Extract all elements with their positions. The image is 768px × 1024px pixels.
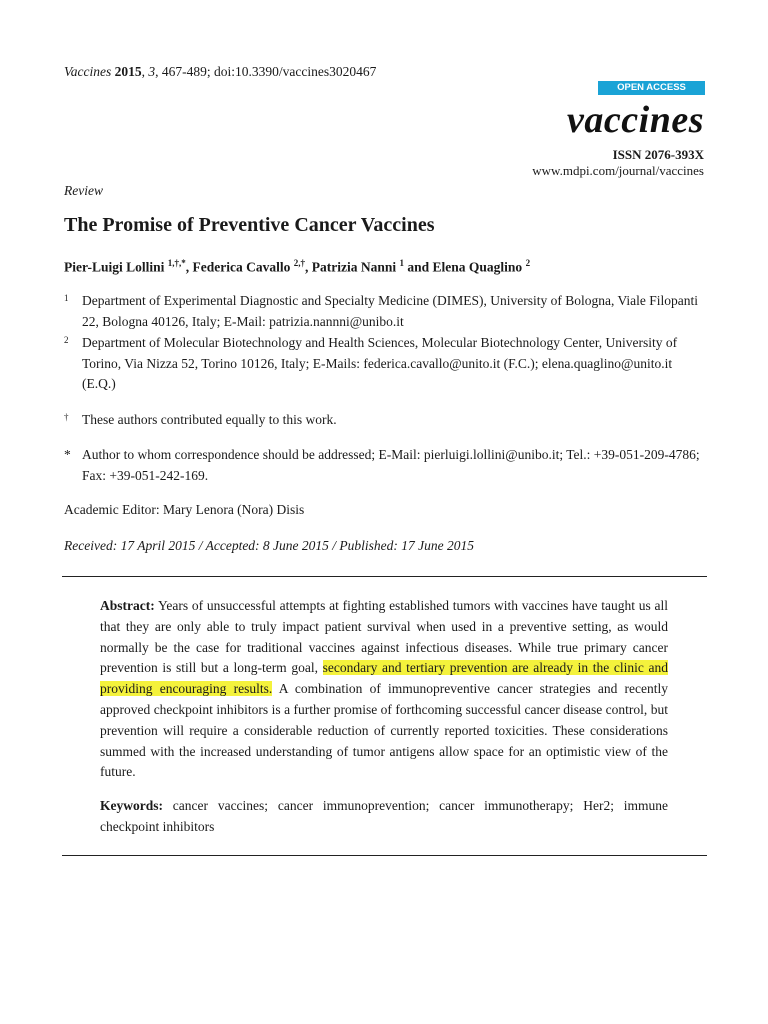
divider-bottom [62,855,707,856]
affiliation-mark: * [64,447,71,462]
issn: ISSN 2076-393X [612,147,704,162]
article-type: Review [64,183,103,198]
author-affiliation-marks: 2,† [293,258,305,268]
citation-doi: , 467-489; doi:10.3390/vaccines3020467 [155,64,377,79]
author-separator: and [404,259,433,275]
author-separator: , [305,259,312,275]
affiliation-text: Author to whom correspondence should be addressed; E-Mail: pierluigi.lollini@unibo.it; Tel.: +39-051-209-4786; Fax: +39-051-242-169. [82,447,700,483]
author-name: Patrizia Nanni [311,259,397,275]
author-list [64,258,530,276]
citation-line: Vaccines 2015, 3, 467-489; doi:10.3390/vaccines3020467 [64,64,377,79]
affiliation-2 [64,333,704,395]
academic-editor: Academic Editor: Mary Lenora (Nora) Disis [64,502,305,517]
affiliation-mark: 1 [64,293,69,303]
open-access-badge: OPEN ACCESS [598,81,705,95]
affiliation-1 [64,291,704,332]
affiliation-mark: † [64,412,69,422]
affiliation-text: Department of Experimental Diagnostic and Specialty Medicine (DIMES), University of Bologna, Viale Filopanti 22, Bologna 40126, Italy; E-Mail: patrizia.nannni@unibo.it [82,293,699,329]
abstract-highlight: secondary and tertiary prevention are already in the clinic and providing encouraging results. [100,660,668,697]
keywords [100,796,668,838]
abstract-label: Abstract: [100,598,155,613]
citation-journal: Vaccines [64,64,112,79]
divider-top [62,576,707,577]
abstract-text-continued: A combination of immunopreventive cancer strategies and recently approved checkpoint inhibitors is a further promise of forthcoming successful cancer disease control, but prevention will require a considerable reduction of currently reported toxicities. These considerations summed with the increased understanding of tumor antigens allow space for an optimistic view of the future. [100,681,668,780]
publication-dates: Received: 17 April 2015 / Accepted: 8 June 2015 / Published: 17 June 2015 [64,538,475,553]
equal-contribution-note [64,410,704,431]
affiliation-text: These authors contributed equally to this work. [82,412,337,427]
affiliation-mark: 2 [64,335,69,345]
journal-logo: vaccines [567,99,704,141]
author-affiliation-marks: 2 [525,258,531,268]
keywords-text: cancer vaccines; cancer immunoprevention; cancer immunotherapy; Her2; immune checkpoint inhibitors [100,798,668,834]
abstract [100,596,668,783]
correspondence-note [64,445,704,486]
author-name: Elena Quaglino [432,259,523,275]
journal-url[interactable]: www.mdpi.com/journal/vaccines [532,163,704,178]
citation-volume: 3 [148,64,156,79]
affiliation-text: Department of Molecular Biotechnology and Health Sciences, Molecular Biotechnology Center, University of Torino, Via Nizza 52, Torino 10126, Italy; E-Mails: federica.cavallo@unito.it (F.C.); elena.quaglino@unito.it (E.Q.) [82,335,678,391]
author-separator: , [185,259,193,275]
keywords-label: Keywords: [100,798,163,813]
author-name: Pier-Luigi Lollini [64,259,165,275]
author-name: Federica Cavallo [192,259,291,275]
abstract-text: Years of unsuccessful attempts at fighting established tumors with vaccines have taught us all that they are only able to truly impact patient survival when used in a preventive setting, as would normally be the case for traditional vaccines against infectious diseases. While true primary cancer prevention is still but a long-term goal, [100,598,668,676]
citation-year: 2015 [114,64,142,79]
author-affiliation-marks: 1 [399,258,404,268]
article-title: The Promise of Preventive Cancer Vaccines [64,214,435,236]
author-affiliation-marks: 1,†,* [167,258,186,268]
